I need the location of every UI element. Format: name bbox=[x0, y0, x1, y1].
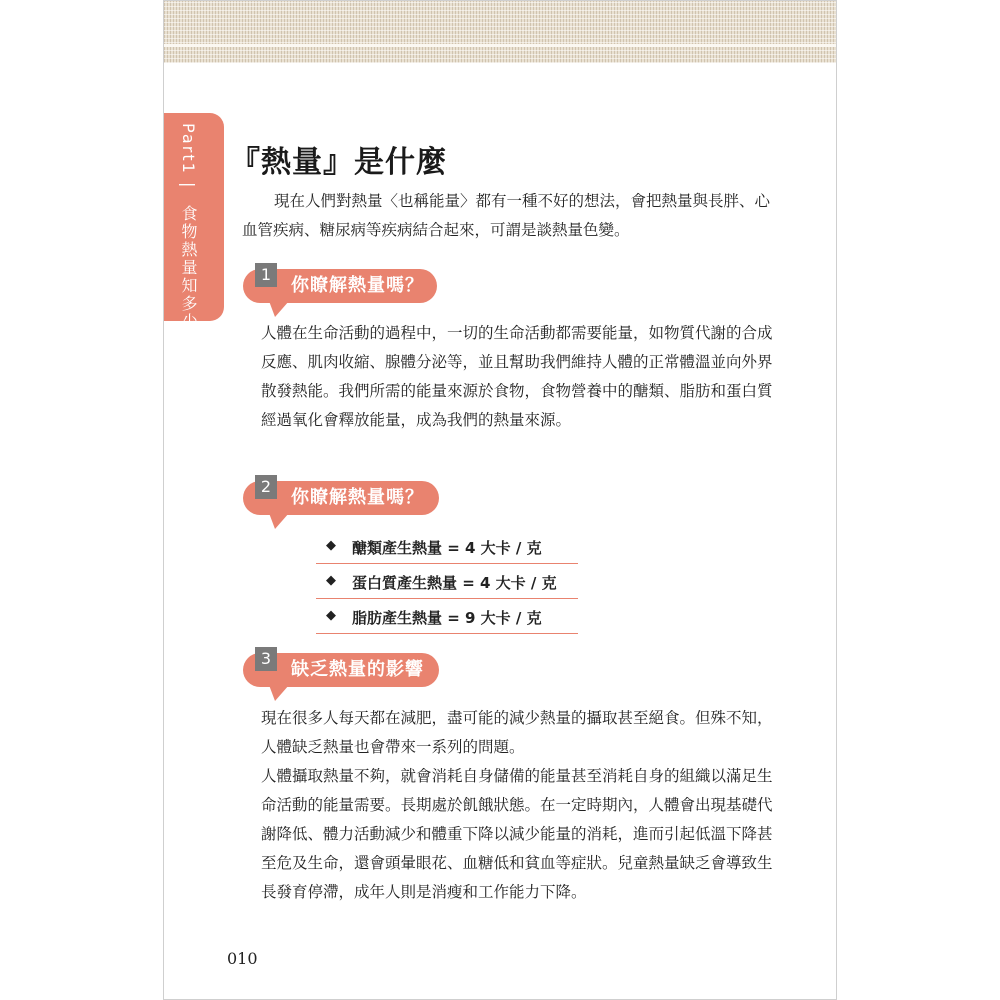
diamond-bullet-icon: ◆ bbox=[326, 538, 336, 553]
section-1-body: 人體在生命活動的過程中，一切的生命活動都需要能量，如物質代謝的合成反應、肌肉收縮、腺體分泌等，並且幫助我們維持人體的正常體溫並向外界散發熱能。我們所需的能量來源於食物，食物營養中的醣類、脂肪和蛋白質經過氧化會釋放能量，成為我們的熱量來源。 bbox=[261, 324, 773, 429]
tab-separator: | bbox=[179, 181, 198, 190]
calorie-facts-list bbox=[316, 531, 578, 636]
diamond-bullet-icon: ◆ bbox=[326, 608, 336, 623]
section-heading-text: 你瞭解熱量嗎？ bbox=[291, 275, 424, 296]
page-title: 『熱量』是什麼 bbox=[230, 145, 447, 180]
page-number: 010 bbox=[227, 949, 258, 968]
fact-text: 蛋白質產生熱量 = 4 大卡 / 克 bbox=[352, 574, 557, 592]
section-3-paragraph-1: 現在很多人每天都在減肥，盡可能的減少熱量的攝取甚至絕食。但殊不知，人體缺乏熱量也會帶來一系列的問題。 bbox=[261, 709, 773, 756]
fact-text: 醣類產生熱量 = 4 大卡 / 克 bbox=[352, 539, 542, 557]
diamond-bullet-icon: ◆ bbox=[326, 573, 336, 588]
intro-paragraph: 現在人們對熱量〈也稱能量〉都有一種不好的想法，會把熱量與長胖、心血管疾病、糖尿病等疾病結合起來，可謂是談熱量色變。 bbox=[242, 192, 771, 239]
section-number: 1 bbox=[255, 263, 277, 287]
speech-bubble-tail bbox=[269, 301, 289, 317]
section-heading-text: 你瞭解熱量嗎？ bbox=[291, 487, 424, 508]
fact-text: 脂肪產生熱量 = 9 大卡 / 克 bbox=[352, 609, 542, 627]
fact-item-fat bbox=[316, 601, 578, 634]
section-number: 3 bbox=[255, 647, 277, 671]
fact-item-protein bbox=[316, 566, 578, 599]
fabric-texture-header bbox=[164, 1, 836, 63]
section-3-body bbox=[261, 704, 781, 907]
chapter-side-tab-label bbox=[180, 123, 196, 331]
book-page bbox=[163, 0, 837, 1000]
section-3-paragraph-2: 人體攝取熱量不夠，就會消耗自身儲備的能量甚至消耗自身的組織以滿足生命活動的能量需要。長期處於飢餓狀態。在一定時期內，人體會出現基礎代謝降低、體力活動減少和體重下降以減少能量的消耗，進而引起低溫下降甚至危及生命，還會頭暈眼花、血糖低和貧血等症狀。兒童熱量缺乏會導致生長發育停滯，成年人則是消瘦和工作能力下降。 bbox=[261, 767, 773, 901]
part-label: Part1 bbox=[179, 123, 198, 175]
fact-item-carbohydrate bbox=[316, 531, 578, 564]
section-number: 2 bbox=[255, 475, 277, 499]
thread-line bbox=[164, 44, 836, 47]
section-heading-text: 缺乏熱量的影響 bbox=[291, 659, 424, 680]
speech-bubble-tail bbox=[269, 685, 289, 701]
speech-bubble-tail bbox=[269, 513, 289, 529]
chapter-title: 食物熱量知多少 bbox=[179, 204, 198, 331]
